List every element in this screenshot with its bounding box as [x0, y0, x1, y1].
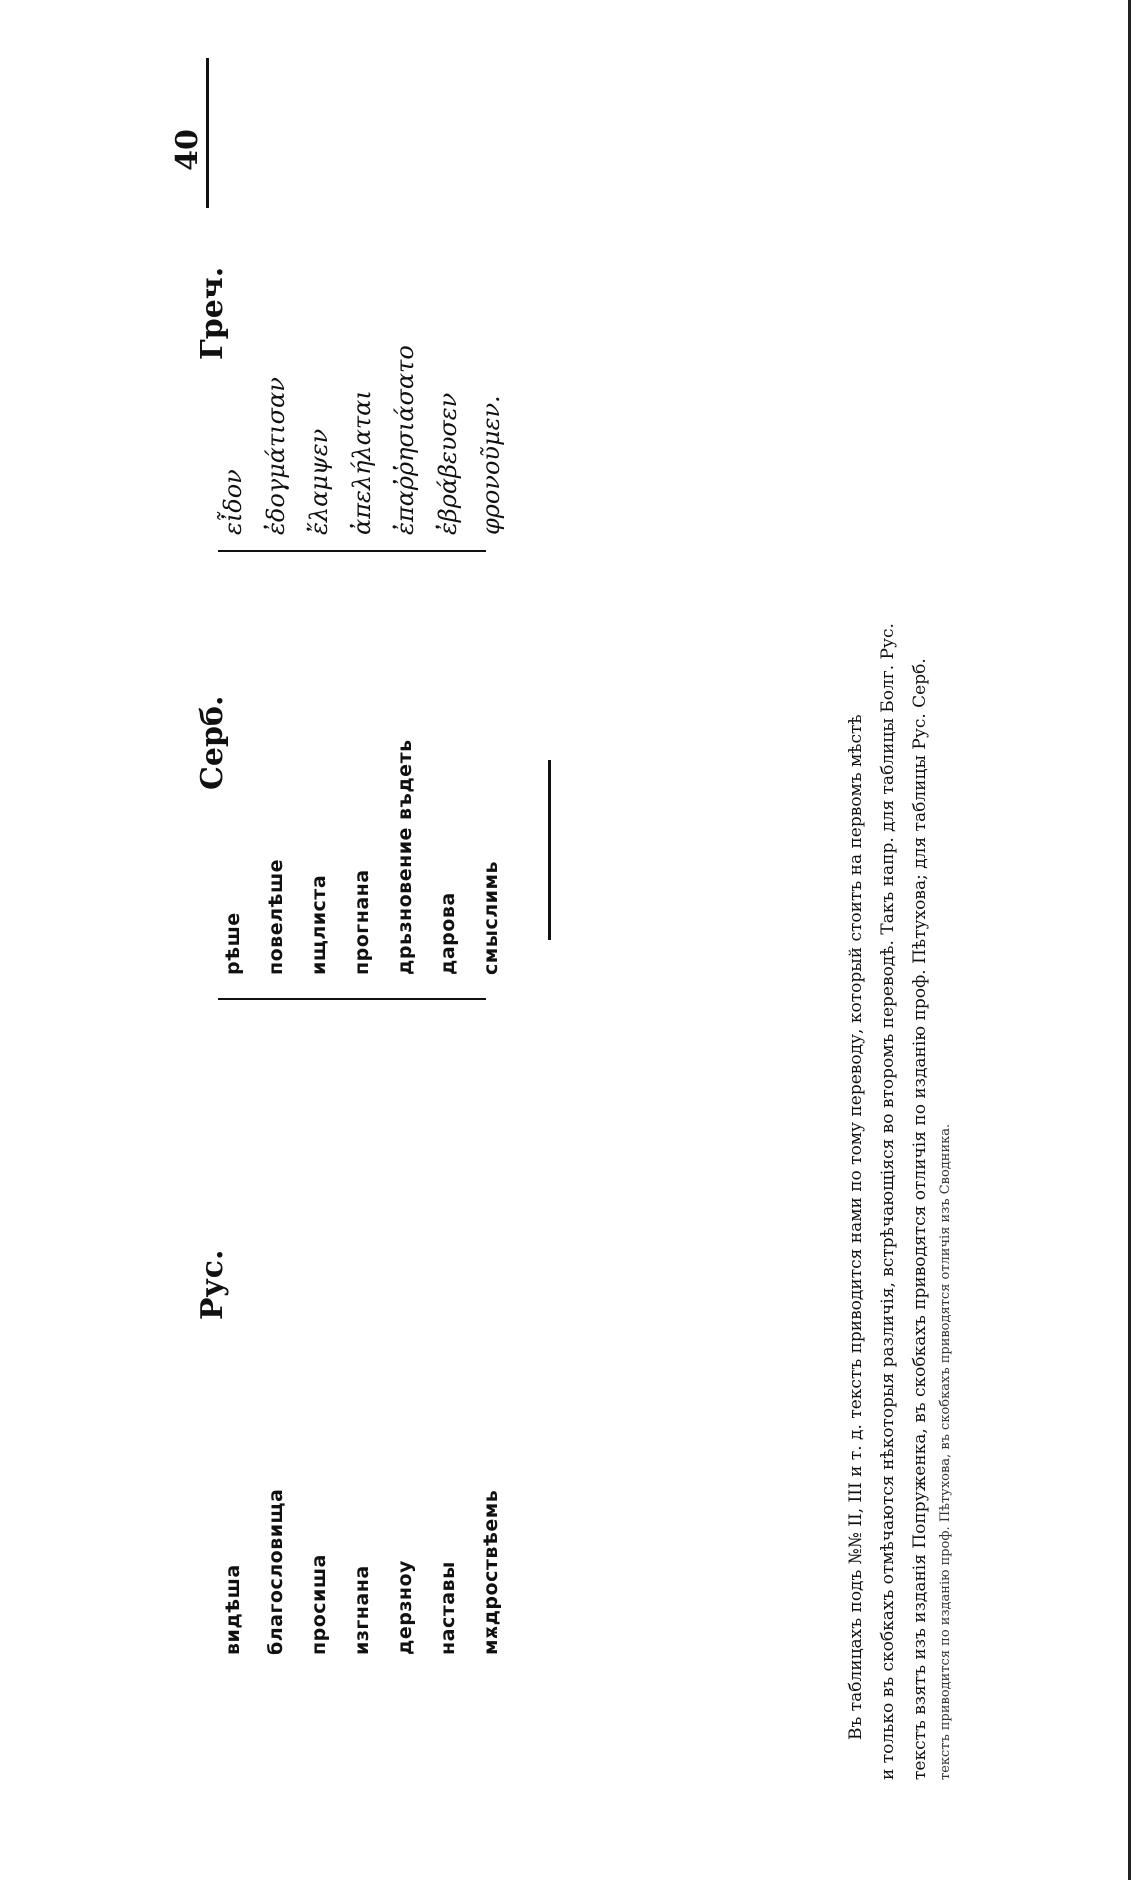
word-list-greek — [212, 345, 513, 535]
table-end-rule — [548, 760, 551, 940]
word-list-rus — [212, 1489, 513, 1655]
footnote-line: Въ таблицахъ подъ №№ II, III и т. д. текстъ приводится нами по тому переводу, который стоитъ на первомъ мѣстѣ — [846, 714, 866, 1740]
column-divider-1 — [218, 998, 486, 1000]
list-item: благословища — [265, 1488, 287, 1655]
list-item: дрьзновение въдеть — [394, 739, 416, 975]
footnote-line: и только въ скобкахъ отмѣчаются нѣкоторыя различія, встрѣчающіяся во второмъ переводѣ. Такъ напр. для таблицы Болг. Рус. — [878, 623, 898, 1780]
list-item: наставы — [437, 1561, 459, 1655]
list-item: дерзноу — [394, 1560, 416, 1655]
list-item: видѣша — [222, 1564, 244, 1655]
list-item: повелѣше — [265, 858, 287, 975]
column-divider-2 — [218, 550, 486, 552]
list-item: прогнана — [351, 869, 373, 975]
list-item: εἶδον — [219, 469, 247, 535]
word-list-serb — [212, 739, 513, 975]
list-item: ἐπαῤῥησιάσατο — [391, 345, 419, 535]
footnote-line: текстъ взятъ изъ изданія Попруженка, въ скобкахъ приводятся отличія по изданію проф. Пѣтухова; для таблицы Рус. Серб. — [910, 658, 930, 1780]
list-item: φρονοῦμεν. — [477, 395, 505, 535]
column-heading-serb: Серб. — [195, 695, 230, 790]
list-item: ἐβράβευσεν — [434, 392, 462, 535]
list-item: рѣше — [222, 912, 244, 975]
list-item: просиша — [308, 1554, 330, 1655]
page-edge-line — [1128, 0, 1131, 1880]
list-item: смыслимь — [480, 860, 502, 975]
list-item: ἀπελήλαται — [348, 390, 376, 535]
footnote-line: текстъ приводится по изданію проф. Пѣтухова, въ скобкахъ приводятся отличія изъ Сводника. — [938, 1123, 953, 1780]
list-item: мѫдроствѣемь — [480, 1489, 502, 1655]
footnote — [840, 140, 956, 1780]
list-item: дарова — [437, 892, 459, 975]
column-heading-rus: Рус. — [195, 1249, 230, 1320]
list-item: ἐδογμάτισαν — [262, 377, 290, 535]
column-heading-greek: Греч. — [195, 266, 230, 360]
list-item: ἔλαμψεν — [305, 428, 333, 535]
list-item: ищлиста — [308, 874, 330, 975]
list-item: изгнана — [351, 1565, 373, 1655]
page-number: 40 — [170, 129, 205, 171]
page-number-rule — [206, 58, 209, 208]
